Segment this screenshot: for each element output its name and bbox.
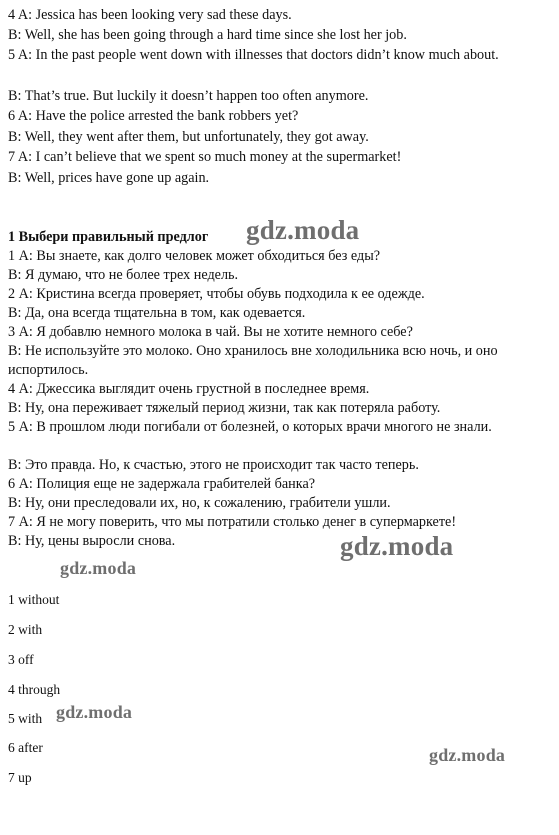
watermark: gdz.moda [60,558,137,578]
watermark: gdz.moda [246,215,360,245]
section-title: 1 Выбери правильный предлог [8,229,209,245]
russian-line: В: Ну, цены выросли снова. [8,533,176,549]
answer-item: 5 with [8,711,43,726]
english-line: B: Well, prices have gone up again. [8,170,210,186]
answer-item: 2 with [8,622,43,637]
russian-line: В: Это правда. Но, к счастью, этого не происходит так часто теперь. [8,457,419,473]
russian-line: В: Да, она всегда тщательна в том, как одевается. [8,305,306,321]
english-line: 4 A: Jessica has been looking very sad these days. [8,7,292,23]
watermark: gdz.moda [340,531,454,561]
russian-line: 6 А: Полиция еще не задержала грабителей банка? [8,476,316,492]
russian-line: В: Не используйте это молоко. Оно хранилось вне холодильника всю ночь, и оно испортилось. [8,343,498,378]
russian-line: 3 А: Я добавлю немного молока в чай. Вы не хотите немного себе? [8,324,413,340]
english-line: B: That’s true. But luckily it doesn’t happen too often anymore. [8,88,369,104]
answer-item: 6 after [8,740,43,755]
answer-item: 3 off [8,652,34,667]
answer-item: 1 without [8,592,60,607]
russian-line: В: Я думаю, что не более трех недель. [8,267,239,283]
watermark: gdz.moda [429,745,506,765]
answer-item: 7 up [8,770,32,785]
english-line: B: Well, she has been going through a hard time since she lost her job. [8,27,407,43]
russian-line: В: Ну, она переживает тяжелый период жизни, так как потеряла работу. [8,400,441,416]
english-line: B: Well, they went after them, but unfortunately, they got away. [8,129,369,145]
english-line: 7 A: I can’t believe that we spent so much money at the supermarket! [8,149,402,165]
russian-line: 2 А: Кристина всегда проверяет, чтобы обувь подходила к ее одежде. [8,286,425,302]
answer-item: 4 through [8,682,61,697]
english-line: 6 A: Have the police arrested the bank robbers yet? [8,108,299,124]
russian-line: 5 А: В прошлом люди погибали от болезней, о которых врачи многого не знали. [8,419,492,435]
russian-line: 1 А: Вы знаете, как долго человек может обходиться без еды? [8,248,381,264]
russian-line: 4 А: Джессика выглядит очень грустной в последнее время. [8,381,370,397]
russian-line: 7 А: Я не могу поверить, что мы потратили столько денег в супермаркете! [8,514,457,530]
russian-line: В: Ну, они преследовали их, но, к сожалению, грабители ушли. [8,495,391,511]
watermark: gdz.moda [56,702,133,722]
english-line: 5 A: In the past people went down with illnesses that doctors didn’t know much about. [8,47,499,63]
